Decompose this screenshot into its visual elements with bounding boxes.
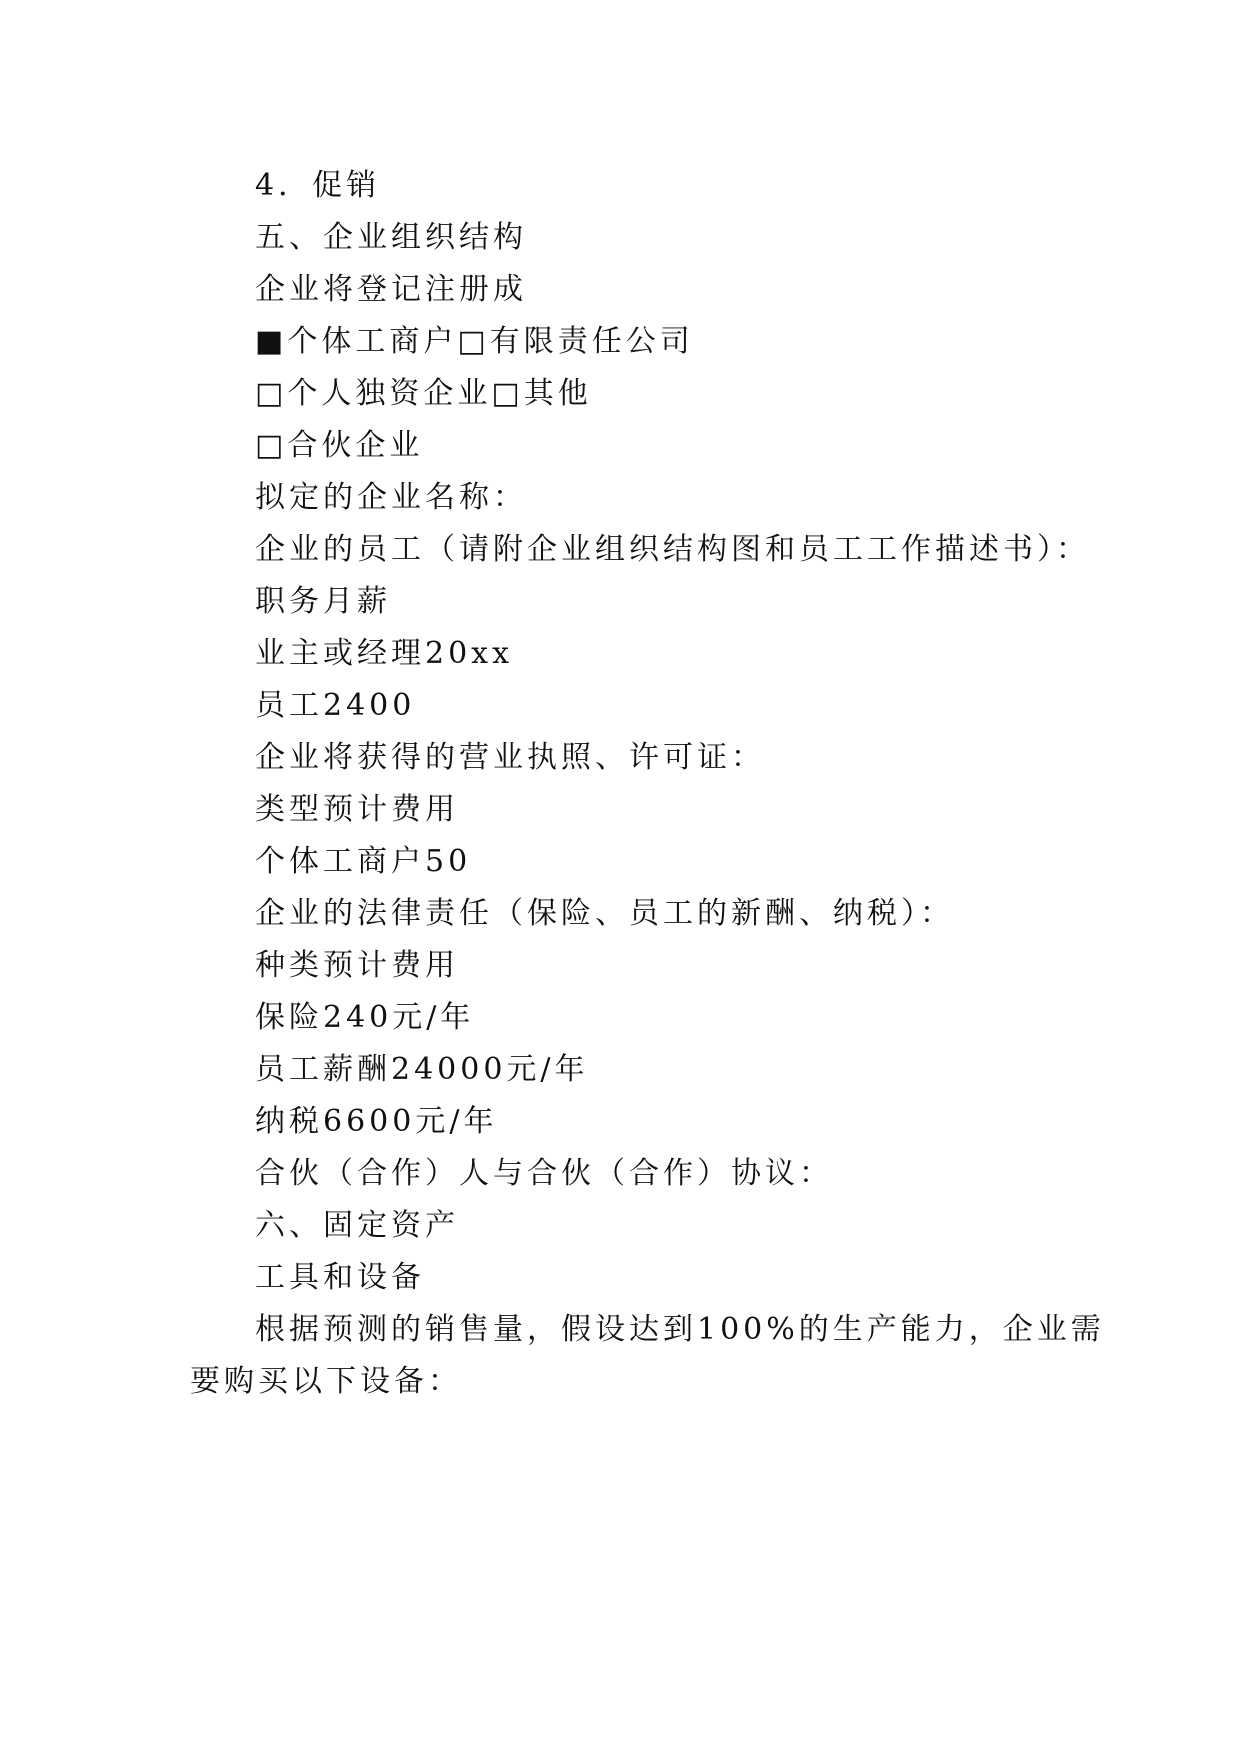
text-licenses: 企业将获得的营业执照、许可证： xyxy=(255,740,765,775)
text-employees: 企业的员工（请附企业组织结构图和员工工作描述书）： xyxy=(255,532,1090,567)
option-line-2: □个人独资企业□其他 xyxy=(255,376,592,411)
text-insurance: 保险240元/年 xyxy=(255,1000,475,1035)
option-line-3: □合伙企业 xyxy=(255,428,424,463)
text-tax: 纳税6600元/年 xyxy=(255,1104,498,1139)
text-legal-responsibility: 企业的法律责任（保险、员工的新酬、纳税）： xyxy=(255,896,954,931)
section-heading-org-structure: 五、企业组织结构 xyxy=(255,220,527,255)
text-owner-manager: 业主或经理20xx xyxy=(255,636,514,671)
text-partnership: 合伙（合作）人与合伙（合作）协议： xyxy=(255,1156,833,1191)
text-staff-pay: 员工薪酬24000元/年 xyxy=(255,1052,589,1087)
text-type-cost: 类型预计费用 xyxy=(255,792,459,827)
text-tools-equipment: 工具和设备 xyxy=(255,1260,425,1295)
text-individual-business: 个体工商户50 xyxy=(255,844,472,879)
text-category-cost: 种类预计费用 xyxy=(255,948,459,983)
text-employee-salary: 员工2400 xyxy=(255,688,416,723)
option-line-1: ■个体工商户□有限责任公司 xyxy=(255,324,694,359)
section-item-promotion: 4．促销 xyxy=(255,168,381,203)
paragraph-sales-forecast: 根据预测的销售量，假设达到100%的生产能力，企业需 xyxy=(255,1312,1105,1347)
text-registration: 企业将登记注册成 xyxy=(255,272,527,307)
text-position-salary: 职务月薪 xyxy=(255,584,391,619)
text-company-name: 拟定的企业名称： xyxy=(255,480,527,515)
paragraph-sales-forecast-cont: 要购买以下设备： xyxy=(190,1364,462,1399)
section-heading-fixed-assets: 六、固定资产 xyxy=(255,1208,459,1243)
